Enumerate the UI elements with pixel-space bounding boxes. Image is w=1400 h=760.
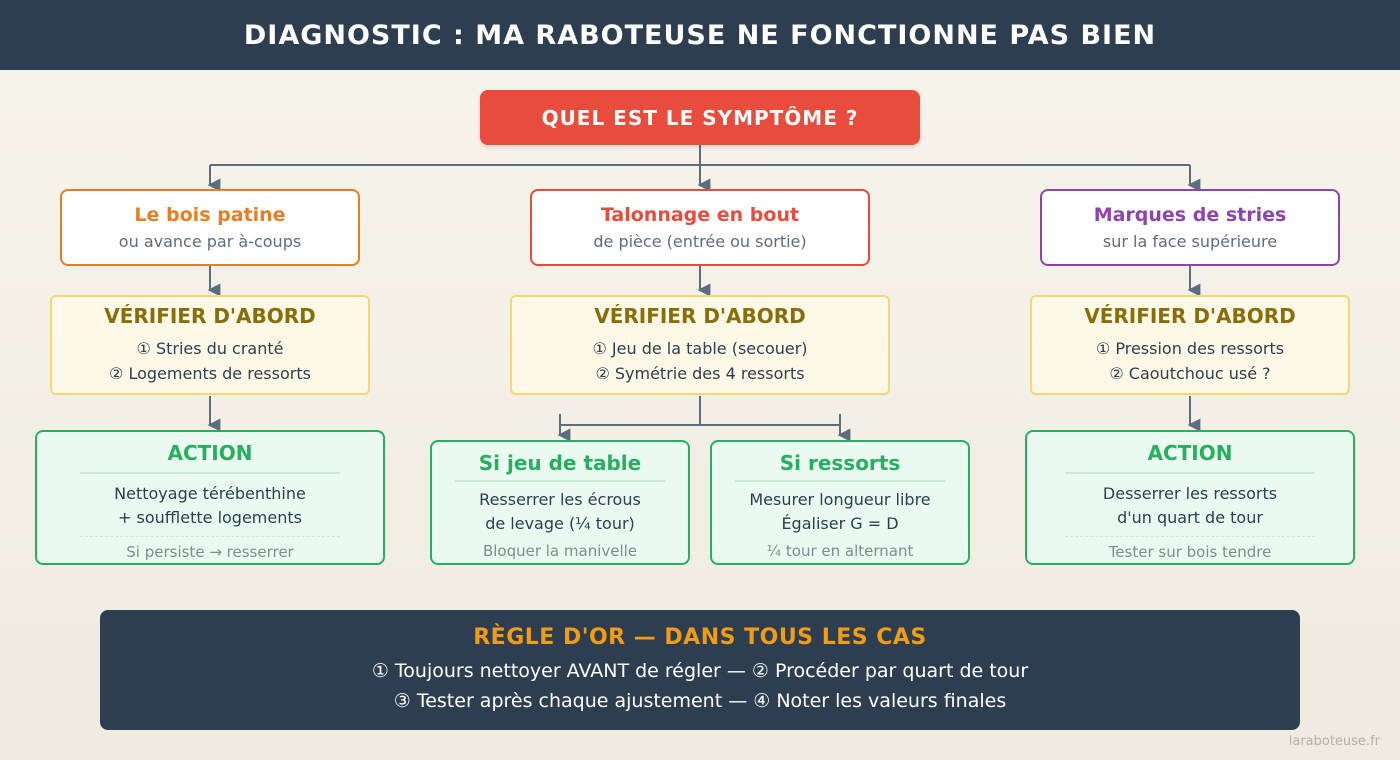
- action-box-slipping: [35, 430, 385, 565]
- action-line: Égaliser G = D: [781, 514, 899, 533]
- action-box-springs: [710, 440, 970, 565]
- action-title: ACTION: [1147, 441, 1233, 465]
- symptom-subtitle: sur la face supérieure: [1102, 232, 1278, 251]
- golden-rule-line: ③ Tester après chaque ajustement — ④ Noter les valeurs finales: [393, 689, 1007, 712]
- golden-rule-title: RÈGLE D'OR — DANS TOUS LES CAS: [473, 624, 927, 650]
- check-item: ① Pression des ressorts: [1095, 339, 1285, 358]
- action-separator: [80, 472, 340, 474]
- symptom-box-marks: [1040, 189, 1340, 266]
- check-title: VÉRIFIER D'ABORD: [1084, 304, 1296, 328]
- check-item: ① Jeu de la table (secouer): [592, 339, 808, 358]
- check-title: VÉRIFIER D'ABORD: [594, 304, 806, 328]
- action-line: Mesurer longueur libre: [749, 490, 931, 509]
- action-title: ACTION: [167, 441, 253, 465]
- action-line: de levage (¼ tour): [485, 514, 635, 533]
- symptom-title: Talonnage en bout: [600, 204, 800, 226]
- action-line: Nettoyage térébenthine: [114, 484, 306, 503]
- check-box-slipping: [50, 295, 370, 395]
- action-line: + soufflette logements: [118, 508, 302, 527]
- action-separator: [735, 480, 945, 482]
- action-box-table-play: [430, 440, 690, 565]
- symptom-box-snipe: [530, 189, 870, 266]
- check-item: ② Caoutchouc usé ?: [1109, 364, 1271, 383]
- action-separator: [1065, 472, 1315, 474]
- symptom-subtitle: de pièce (entrée ou sortie): [593, 232, 807, 251]
- action-note: Bloquer la manivelle: [482, 542, 638, 560]
- check-item: ② Logements de ressorts: [109, 364, 311, 383]
- site-credit: laraboteuse.fr: [1288, 734, 1380, 749]
- action-separator: [455, 480, 665, 482]
- action-note: ¼ tour en alternant: [766, 542, 914, 560]
- golden-rule-box: [100, 610, 1300, 730]
- symptom-question: QUEL EST LE SYMPTÔME ?: [480, 90, 920, 145]
- page-title: DIAGNOSTIC : MA RABOTEUSE NE FONCTIONNE PAS BIEN: [0, 0, 1400, 70]
- check-title: VÉRIFIER D'ABORD: [104, 304, 316, 328]
- action-divider: [1065, 536, 1315, 537]
- symptom-subtitle: ou avance par à-coups: [118, 232, 302, 251]
- action-note: Si persiste → resserrer: [126, 543, 294, 561]
- symptom-title: Le bois patine: [134, 204, 286, 226]
- check-box-marks: [1030, 295, 1350, 395]
- action-line: d'un quart de tour: [1117, 508, 1263, 527]
- symptom-title: Marques de stries: [1093, 204, 1287, 226]
- action-note: Tester sur bois tendre: [1108, 543, 1272, 561]
- action-line: Resserrer les écrous: [479, 490, 641, 509]
- action-box-marks: [1025, 430, 1355, 565]
- check-box-snipe: [510, 295, 890, 395]
- check-item: ② Symétrie des 4 ressorts: [595, 364, 805, 383]
- action-title: Si jeu de table: [478, 451, 642, 475]
- action-title: Si ressorts: [779, 451, 901, 475]
- golden-rule-line: ① Toujours nettoyer AVANT de régler — ② Procéder par quart de tour: [371, 659, 1029, 682]
- symptom-box-slipping: [60, 189, 360, 266]
- action-line: Desserrer les ressorts: [1102, 484, 1278, 503]
- check-item: ① Stries du cranté: [136, 339, 284, 358]
- action-divider: [80, 536, 340, 537]
